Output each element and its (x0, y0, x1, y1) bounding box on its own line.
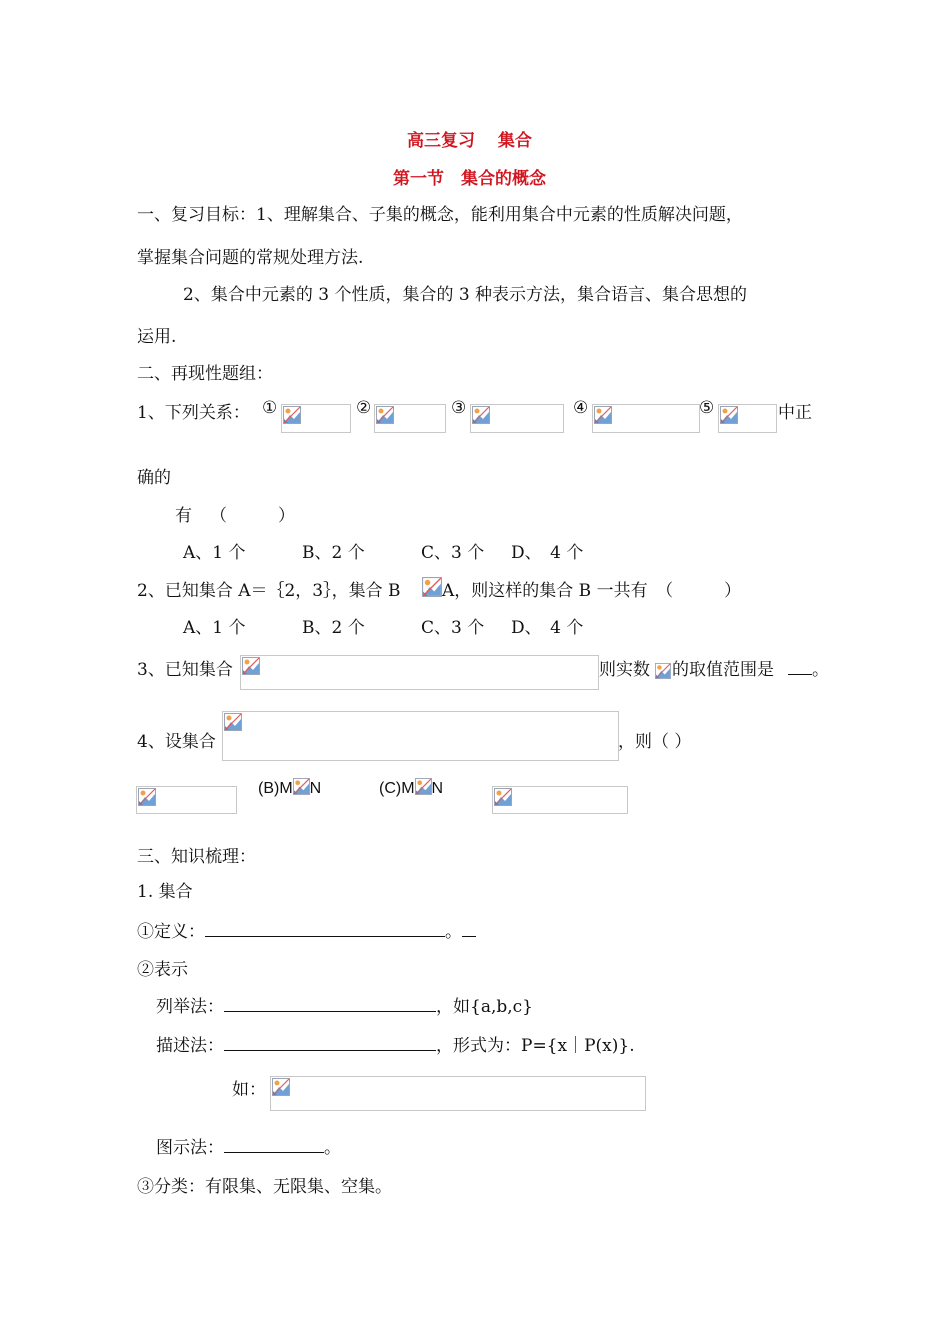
goals-line-4: 运用. (137, 327, 177, 347)
q1-marker-4: ④ (573, 398, 589, 418)
q1-option-c: C、3 个 (421, 543, 485, 563)
q3-suffix: 的取值范围是 (672, 660, 774, 680)
section-title: 第一节 集合的概念 (393, 169, 546, 189)
formula-image-q1-2 (374, 404, 446, 433)
goals-line-2: 掌握集合问题的常规处理方法. (137, 248, 364, 268)
section-3-heading: 三、知识梳理： (137, 847, 256, 867)
q4-option-c (379, 778, 443, 798)
formula-image-q1-4 (592, 404, 700, 433)
formula-image-q3-set (240, 655, 599, 690)
relation-symbol-image (293, 778, 310, 795)
definition-line (137, 917, 476, 942)
description-tail: ，形式为：P={x｜P(x)}. (436, 1036, 635, 1056)
variable-image (655, 663, 671, 679)
q1-option-d: D、 4 个 (511, 543, 584, 563)
q4-option-c-pre: (C)M (379, 780, 415, 797)
q1-continued: 确的 (137, 468, 171, 488)
diagram-end: 。 (324, 1138, 341, 1158)
formula-image-q4-option-a (136, 786, 237, 814)
q1-marker-3: ③ (451, 398, 467, 418)
q4-suffix: ，则（ ） (618, 732, 692, 752)
page-title: 高三复习 集合 (407, 131, 532, 151)
q2-suffix: A，则这样的集合 B 一共有 （ ） (442, 581, 742, 601)
formula-image-q4-set (222, 711, 619, 761)
q2-option-a: A、1 个 (183, 618, 246, 638)
q3-prefix: 3、已知集合 (137, 660, 233, 680)
q1-answer-paren: （ ） (210, 506, 295, 526)
relation-symbol-image (415, 778, 432, 795)
q4-option-b-post: N (309, 780, 322, 797)
broken-image-icon (720, 406, 738, 424)
definition-label: ①定义： (137, 922, 205, 942)
q4-option-b (258, 778, 321, 798)
description-label: 描述法： (156, 1036, 224, 1056)
broken-image-icon (494, 788, 512, 806)
broken-image-icon (472, 406, 490, 424)
broken-image-icon (138, 788, 156, 806)
q2-option-d: D、 4 个 (511, 618, 584, 638)
broken-image-icon (594, 406, 612, 424)
q3-end: 。 (812, 660, 829, 680)
q1-suffix: 中正 (778, 403, 812, 423)
q4-option-c-post: N (431, 780, 444, 797)
broken-image-icon (224, 713, 242, 731)
diagram-method-line (156, 1133, 341, 1158)
formula-image-example (270, 1076, 646, 1111)
q1-marker-1: ① (262, 398, 278, 418)
q1-marker-2: ② (356, 398, 372, 418)
broken-image-icon (242, 657, 260, 675)
q1-option-b: B、2 个 (302, 543, 365, 563)
representation-heading: ②表示 (137, 960, 188, 980)
q2-option-c: C、3 个 (421, 618, 485, 638)
q1-marker-5: ⑤ (699, 398, 715, 418)
q4-option-b-pre: (B)M (258, 780, 293, 797)
diagram-label: 图示法： (156, 1138, 224, 1158)
broken-image-icon (376, 406, 394, 424)
listing-method-line (156, 992, 533, 1017)
formula-image-q4-option-d (492, 786, 628, 814)
broken-image-icon (272, 1078, 290, 1096)
classification-line: ③分类：有限集、无限集、空集。 (137, 1177, 392, 1197)
q1-you: 有 (175, 506, 192, 526)
q3-mid: 则实数 (599, 660, 650, 680)
q2-prefix: 2、已知集合 A＝｛2，3｝，集合 B (137, 581, 401, 601)
description-method-line (156, 1031, 635, 1056)
definition-end: 。 (445, 922, 462, 942)
goals-line-3: 2、集合中元素的 3 个性质，集合的 3 种表示方法，集合语言、集合思想的 (183, 285, 748, 305)
q4-prefix: 4、设集合 (137, 732, 216, 752)
goals-line-1: 一、复习目标：1、理解集合、子集的概念，能利用集合中元素的性质解决问题， (137, 205, 743, 225)
q1-option-a: A、1 个 (183, 543, 246, 563)
formula-image-q1-3 (470, 404, 564, 433)
listing-label: 列举法： (156, 997, 224, 1017)
formula-image-q1-5 (718, 404, 777, 433)
listing-tail: ，如{a,b,c} (436, 997, 533, 1017)
q1-prefix: 1、下列关系： (137, 403, 250, 423)
subset-symbol-image (422, 577, 442, 597)
broken-image-icon (283, 406, 301, 424)
q3-answer-blank (788, 655, 829, 680)
section-2-heading: 二、再现性题组： (137, 364, 273, 384)
formula-image-q1-1 (281, 404, 351, 433)
example-label: 如： (232, 1080, 266, 1100)
knowledge-1-heading: 1. 集合 (137, 882, 193, 902)
q2-option-b: B、2 个 (302, 618, 365, 638)
